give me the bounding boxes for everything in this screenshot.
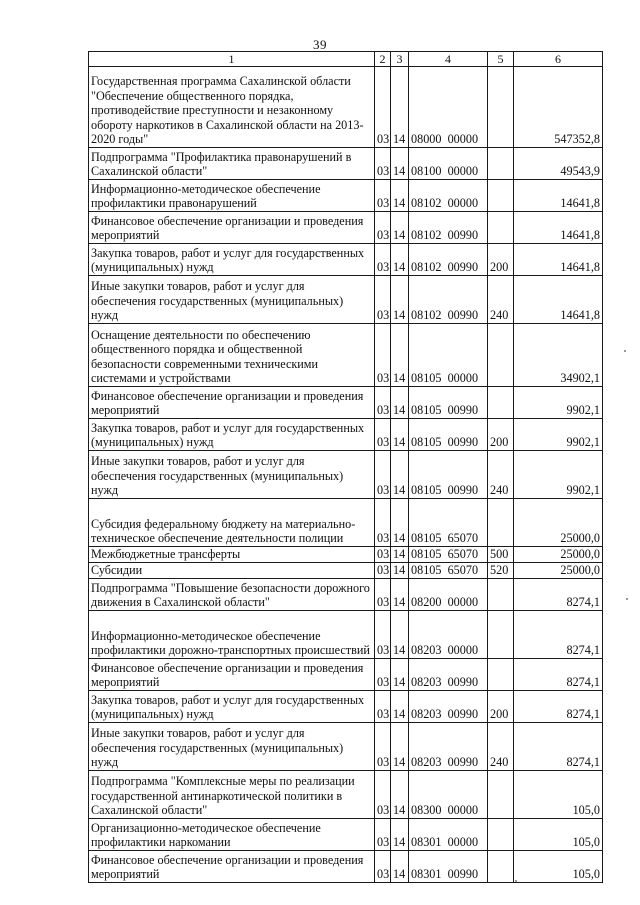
cell-c3: 14 (391, 451, 409, 499)
cell-c4: 08105 65070 (409, 563, 488, 579)
cell-c3: 14 (391, 723, 409, 771)
cell-c4: 08301 00000 (409, 819, 488, 851)
cell-c4: 08105 00000 (409, 324, 488, 387)
cell-c5 (488, 180, 514, 212)
table-row (89, 499, 603, 547)
cell-c3: 14 (391, 276, 409, 324)
row-name-cell: Закупка товаров, работ и услуг для государственных (муниципальных) нужд (89, 244, 375, 276)
cell-c3: 14 (391, 691, 409, 723)
row-name-cell: Закупка товаров, работ и услуг для государственных (муниципальных) нужд (89, 419, 375, 451)
cell-c2: 03 (375, 276, 391, 324)
cell-c2: 03 (375, 244, 391, 276)
cell-c6: 9902,1 (514, 419, 603, 451)
cell-c2: 03 (375, 563, 391, 579)
column-header-3: 3 (391, 52, 409, 67)
cell-c3: 14 (391, 611, 409, 659)
cell-c4: 08301 00990 (409, 851, 488, 883)
cell-c5 (488, 148, 514, 180)
cell-c4: 08203 00000 (409, 611, 488, 659)
scan-speck (626, 598, 628, 600)
cell-c6: 14641,8 (514, 244, 603, 276)
cell-c4: 08203 00990 (409, 659, 488, 691)
cell-c6: 25000,0 (514, 563, 603, 579)
row-name-cell: Государственная программа Сахалинской области "Обеспечение общественного порядка, противодействие преступности и незаконному обороту наркотиков в Сахалинской области на 2013-2020 годы" (89, 67, 375, 148)
cell-c4: 08105 00990 (409, 419, 488, 451)
cell-c5 (488, 771, 514, 819)
cell-c3: 14 (391, 819, 409, 851)
cell-c6: 25000,0 (514, 499, 603, 547)
cell-c5: 240 (488, 723, 514, 771)
table-row (89, 691, 603, 723)
cell-c4: 08000 00000 (409, 67, 488, 148)
table-row (89, 851, 603, 883)
cell-c3: 14 (391, 659, 409, 691)
table-row (89, 547, 603, 563)
cell-c4: 08102 00000 (409, 180, 488, 212)
row-name-cell: Межбюджетные трансферты (89, 547, 375, 563)
cell-c6: 105,0 (514, 771, 603, 819)
row-name-cell: Иные закупки товаров, работ и услуг для обеспечения государственных (муниципальных) нужд (89, 276, 375, 324)
cell-c2: 03 (375, 659, 391, 691)
column-header-5: 5 (488, 52, 514, 67)
table-row (89, 244, 603, 276)
page-number: 39 (313, 37, 327, 52)
cell-c5 (488, 611, 514, 659)
cell-c5: 500 (488, 547, 514, 563)
cell-c2: 03 (375, 212, 391, 244)
cell-c4: 08102 00990 (409, 276, 488, 324)
cell-c6: 8274,1 (514, 659, 603, 691)
row-name-cell: Финансовое обеспечение организации и проведения мероприятий (89, 851, 375, 883)
row-name-cell: Закупка товаров, работ и услуг для государственных (муниципальных) нужд (89, 691, 375, 723)
column-header-6: 6 (514, 52, 603, 67)
row-name-cell: Организационно-методическое обеспечение профилактики наркомании (89, 819, 375, 851)
cell-c4: 08102 00990 (409, 244, 488, 276)
cell-c4: 08200 00000 (409, 579, 488, 611)
cell-c5: 240 (488, 451, 514, 499)
cell-c4: 08102 00990 (409, 212, 488, 244)
table-row (89, 419, 603, 451)
row-name-cell: Субсидия федеральному бюджету на материально-техническое обеспечение деятельности полиции (89, 499, 375, 547)
cell-c5 (488, 851, 514, 883)
table-row (89, 723, 603, 771)
cell-c6: 14641,8 (514, 276, 603, 324)
cell-c5 (488, 659, 514, 691)
cell-c5: 520 (488, 563, 514, 579)
cell-c3: 14 (391, 563, 409, 579)
cell-c6: 105,0 (514, 851, 603, 883)
cell-c2: 03 (375, 451, 391, 499)
row-name-cell: Подпрограмма "Повышение безопасности дорожного движения в Сахалинской области" (89, 579, 375, 611)
cell-c5 (488, 387, 514, 419)
cell-c5: 240 (488, 276, 514, 324)
row-name-cell: Информационно-методическое обеспечение профилактики правонарушений (89, 180, 375, 212)
cell-c2: 03 (375, 547, 391, 563)
cell-c5 (488, 579, 514, 611)
cell-c6: 34902,1 (514, 324, 603, 387)
cell-c3: 14 (391, 387, 409, 419)
table-body (89, 67, 603, 883)
cell-c6: 547352,8 (514, 67, 603, 148)
table-row (89, 563, 603, 579)
cell-c6: 14641,8 (514, 180, 603, 212)
column-header-1: 1 (89, 52, 375, 67)
table-header-row (89, 52, 603, 67)
cell-c4: 08105 65070 (409, 547, 488, 563)
cell-c3: 14 (391, 180, 409, 212)
cell-c3: 14 (391, 547, 409, 563)
cell-c3: 14 (391, 324, 409, 387)
cell-c3: 14 (391, 244, 409, 276)
cell-c3: 14 (391, 499, 409, 547)
scan-speck (515, 880, 517, 882)
cell-c2: 03 (375, 499, 391, 547)
cell-c4: 08203 00990 (409, 691, 488, 723)
cell-c2: 03 (375, 324, 391, 387)
table-row (89, 579, 603, 611)
cell-c6: 14641,8 (514, 212, 603, 244)
cell-c6: 9902,1 (514, 387, 603, 419)
column-header-2: 2 (375, 52, 391, 67)
row-name-cell: Субсидии (89, 563, 375, 579)
cell-c6: 49543,9 (514, 148, 603, 180)
table-row (89, 324, 603, 387)
cell-c5 (488, 212, 514, 244)
row-name-cell: Подпрограмма "Комплексные меры по реализации государственной антинаркотической политики в Сахалинской области" (89, 771, 375, 819)
cell-c2: 03 (375, 771, 391, 819)
cell-c6: 105,0 (514, 819, 603, 851)
table-row (89, 819, 603, 851)
row-name-cell: Подпрограмма "Профилактика правонарушений в Сахалинской области" (89, 148, 375, 180)
cell-c3: 14 (391, 771, 409, 819)
cell-c3: 14 (391, 579, 409, 611)
cell-c3: 14 (391, 419, 409, 451)
cell-c2: 03 (375, 180, 391, 212)
cell-c2: 03 (375, 419, 391, 451)
cell-c5: 200 (488, 419, 514, 451)
cell-c5: 200 (488, 691, 514, 723)
cell-c4: 08105 65070 (409, 499, 488, 547)
cell-c2: 03 (375, 611, 391, 659)
table-row (89, 148, 603, 180)
cell-c6: 8274,1 (514, 723, 603, 771)
cell-c2: 03 (375, 691, 391, 723)
cell-c3: 14 (391, 851, 409, 883)
cell-c5 (488, 819, 514, 851)
cell-c6: 8274,1 (514, 579, 603, 611)
budget-table (88, 51, 603, 883)
row-name-cell: Иные закупки товаров, работ и услуг для обеспечения государственных (муниципальных) нужд (89, 723, 375, 771)
cell-c2: 03 (375, 579, 391, 611)
cell-c6: 8274,1 (514, 611, 603, 659)
cell-c6: 9902,1 (514, 451, 603, 499)
cell-c3: 14 (391, 148, 409, 180)
cell-c2: 03 (375, 723, 391, 771)
cell-c4: 08300 00000 (409, 771, 488, 819)
cell-c2: 03 (375, 387, 391, 419)
cell-c4: 08105 00990 (409, 387, 488, 419)
cell-c4: 08203 00990 (409, 723, 488, 771)
table-row (89, 659, 603, 691)
row-name-cell: Информационно-методическое обеспечение профилактики дорожно-транспортных происшествий (89, 611, 375, 659)
table-row (89, 451, 603, 499)
table-row (89, 276, 603, 324)
cell-c3: 14 (391, 212, 409, 244)
cell-c5 (488, 499, 514, 547)
column-header-4: 4 (409, 52, 488, 67)
row-name-cell: Иные закупки товаров, работ и услуг для обеспечения государственных (муниципальных) нужд (89, 451, 375, 499)
table-row (89, 611, 603, 659)
cell-c2: 03 (375, 851, 391, 883)
cell-c4: 08100 00000 (409, 148, 488, 180)
cell-c2: 03 (375, 819, 391, 851)
cell-c2: 03 (375, 67, 391, 148)
cell-c4: 08105 00990 (409, 451, 488, 499)
row-name-cell: Финансовое обеспечение организации и проведения мероприятий (89, 212, 375, 244)
scan-speck (624, 350, 626, 352)
table-row (89, 387, 603, 419)
cell-c3: 14 (391, 67, 409, 148)
table-row (89, 771, 603, 819)
cell-c5: 200 (488, 244, 514, 276)
cell-c6: 8274,1 (514, 691, 603, 723)
row-name-cell: Финансовое обеспечение организации и проведения мероприятий (89, 387, 375, 419)
row-name-cell: Финансовое обеспечение организации и проведения мероприятий (89, 659, 375, 691)
cell-c5 (488, 324, 514, 387)
cell-c5 (488, 67, 514, 148)
row-name-cell: Оснащение деятельности по обеспечению общественного порядка и общественной безопасности современными техническими системами и устройствами (89, 324, 375, 387)
table-row (89, 67, 603, 148)
table-row (89, 212, 603, 244)
cell-c2: 03 (375, 148, 391, 180)
cell-c6: 25000,0 (514, 547, 603, 563)
table-row (89, 180, 603, 212)
